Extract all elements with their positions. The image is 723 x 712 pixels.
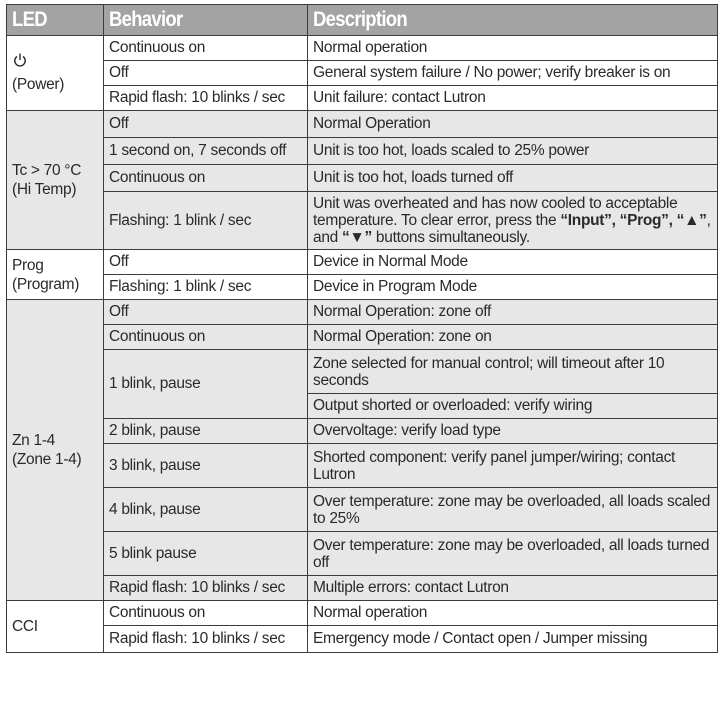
description-cell: Zone selected for manual control; will timeout after 10 seconds: [308, 350, 718, 394]
table-row: [7, 444, 718, 488]
description-cell: Normal operation: [308, 601, 718, 626]
desc-text: buttons simultaneously.: [371, 229, 530, 246]
description-cell: Unit is too hot, loads scaled to 25% power: [308, 138, 718, 165]
table-row: [7, 138, 718, 165]
table-header-row: [7, 5, 718, 36]
led-cell-cci: [7, 601, 104, 653]
description-cell: Shorted component: verify panel jumper/wiring; contact Lutron: [308, 444, 718, 488]
led-cell-hi-temp: [7, 111, 104, 250]
desc-text: , and: [313, 212, 711, 246]
description-cell: Emergency mode / Contact open / Jumper missing: [308, 626, 718, 653]
table-row: [7, 36, 718, 61]
behavior-cell: Flashing: 1 blink / sec: [104, 275, 308, 300]
description-cell: General system failure / No power; verify breaker is on: [308, 61, 718, 86]
description-cell: Unit failure: contact Lutron: [308, 86, 718, 111]
description-cell: Device in Normal Mode: [308, 250, 718, 275]
description-cell: Normal Operation: [308, 111, 718, 138]
description-cell: Normal Operation: zone on: [308, 325, 718, 350]
table-row: [7, 325, 718, 350]
table-row: [7, 626, 718, 653]
description-cell: Normal operation: [308, 36, 718, 61]
description-cell: Normal Operation: zone off: [308, 300, 718, 325]
table-row: [7, 488, 718, 532]
behavior-cell: Continuous on: [104, 36, 308, 61]
led-cell-power: [7, 36, 104, 111]
description-cell: Device in Program Mode: [308, 275, 718, 300]
power-icon: [12, 52, 28, 68]
behavior-cell: 4 blink, pause: [104, 488, 308, 532]
behavior-cell: Flashing: 1 blink / sec: [104, 192, 308, 250]
desc-text: Unit was overheated and has now cooled to acceptable temperature. To clear error, press the: [313, 195, 678, 229]
table-row: [7, 61, 718, 86]
table-row: [7, 86, 718, 111]
behavior-cell: Off: [104, 111, 308, 138]
behavior-cell: 2 blink, pause: [104, 419, 308, 444]
led-label-line2: (Zone 1-4): [12, 451, 82, 468]
table-row: [7, 165, 718, 192]
description-cell: Multiple errors: contact Lutron: [308, 576, 718, 601]
behavior-cell: Off: [104, 250, 308, 275]
behavior-cell: Off: [104, 300, 308, 325]
led-label-line2: (Hi Temp): [12, 181, 77, 198]
table-row: [7, 601, 718, 626]
led-label-line2: (Program): [12, 275, 80, 293]
table-row: [7, 275, 718, 300]
up-arrow-button-text: “▲”: [676, 212, 707, 229]
behavior-cell: Continuous on: [104, 165, 308, 192]
description-cell: Over temperature: zone may be overloaded, all loads scaled to 25%: [308, 488, 718, 532]
table-row: [7, 192, 718, 250]
led-status-table: [6, 4, 718, 653]
behavior-cell: 1 second on, 7 seconds off: [104, 138, 308, 165]
behavior-cell: Continuous on: [104, 325, 308, 350]
behavior-cell: Continuous on: [104, 601, 308, 626]
header-behavior: Behavior: [104, 5, 308, 36]
table-row: [7, 250, 718, 275]
table-row: [7, 532, 718, 576]
led-label-line1: Tc > 70 °C: [12, 162, 82, 179]
description-cell: Output shorted or overloaded: verify wiring: [308, 394, 718, 419]
down-arrow-button-text: “▼”: [341, 229, 372, 246]
behavior-cell: Rapid flash: 10 blinks / sec: [104, 86, 308, 111]
led-cell-zone: [7, 300, 104, 601]
table-row: [7, 111, 718, 138]
header-description: Description: [308, 5, 718, 36]
description-cell: [308, 192, 718, 250]
description-cell: Unit is too hot, loads turned off: [308, 165, 718, 192]
led-cell-program: [7, 250, 104, 300]
behavior-cell: Rapid flash: 10 blinks / sec: [104, 626, 308, 653]
led-label-line1: Prog: [12, 256, 44, 274]
behavior-cell: 1 blink, pause: [104, 350, 308, 419]
input-prog-buttons-text: “Input”, “Prog”,: [560, 212, 673, 229]
header-led: LED: [7, 5, 104, 36]
led-label: (Power): [12, 76, 65, 93]
table-row: [7, 300, 718, 325]
behavior-cell: 3 blink, pause: [104, 444, 308, 488]
behavior-cell: 5 blink pause: [104, 532, 308, 576]
table-row: [7, 576, 718, 601]
description-cell: Overvoltage: verify load type: [308, 419, 718, 444]
description-cell: Over temperature: zone may be overloaded, all loads turned off: [308, 532, 718, 576]
behavior-cell: Rapid flash: 10 blinks / sec: [104, 576, 308, 601]
led-label-line1: Zn 1-4: [12, 432, 55, 449]
table-row: [7, 419, 718, 444]
table-row: [7, 350, 718, 394]
behavior-cell: Off: [104, 61, 308, 86]
led-label-line1: CCI: [12, 618, 38, 635]
